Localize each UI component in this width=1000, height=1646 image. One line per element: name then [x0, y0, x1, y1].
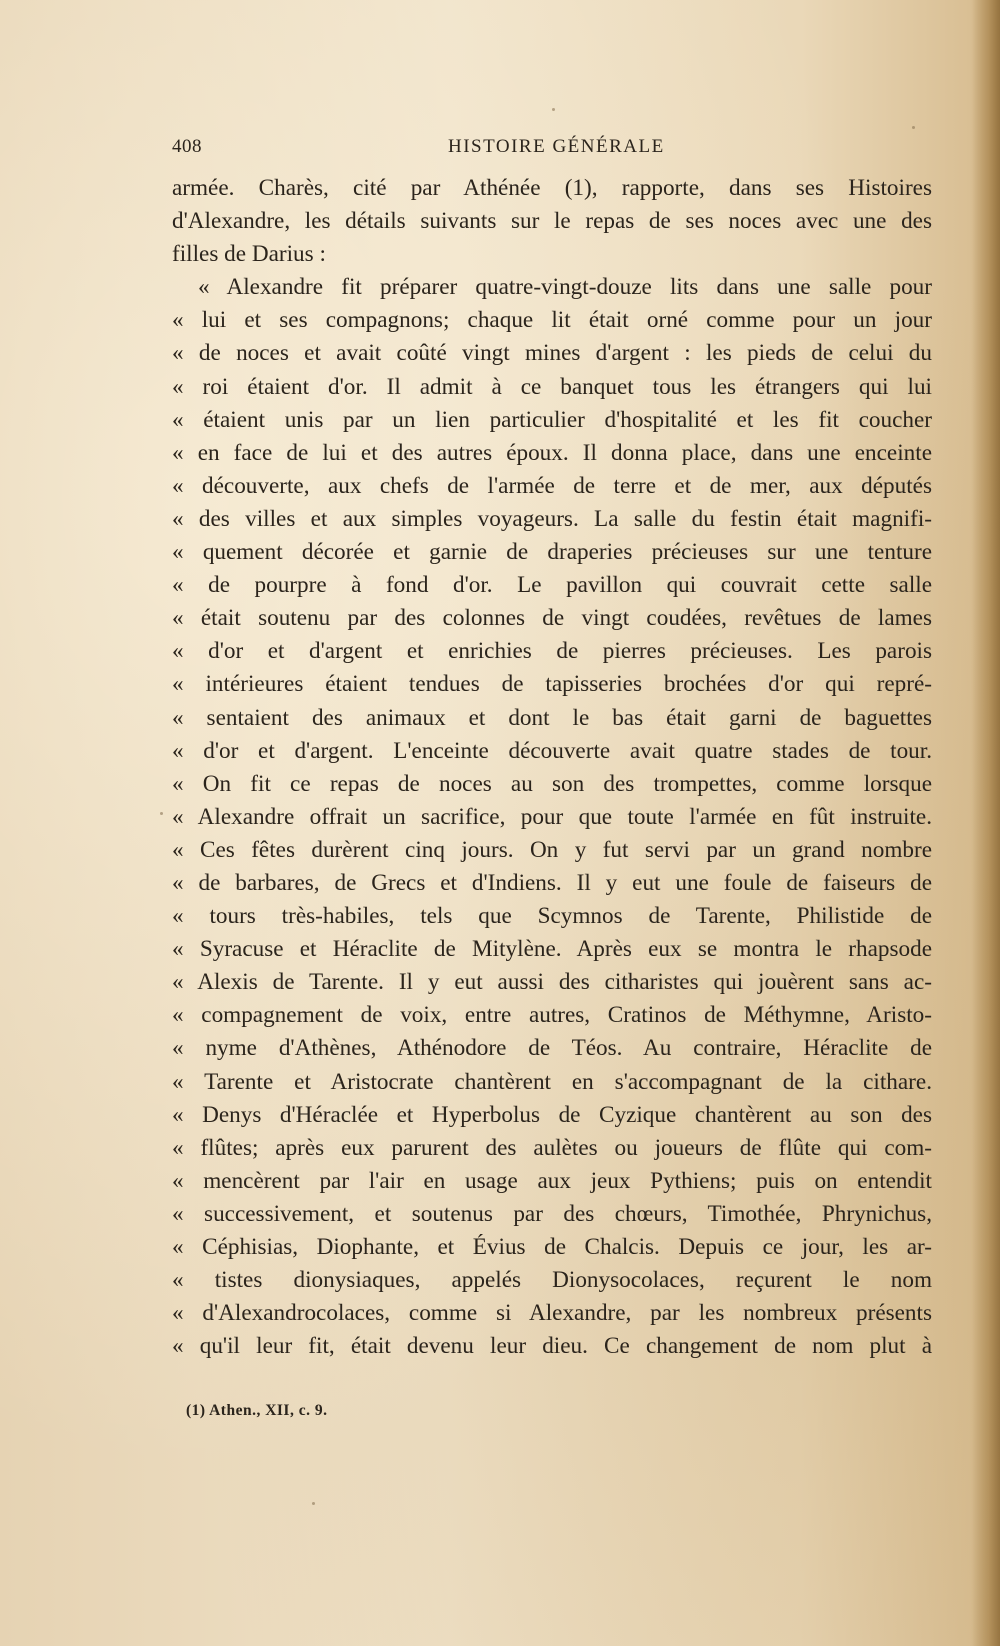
text-line: « en face de lui et des autres époux. Il donna place, dans une enceinte [172, 439, 932, 466]
text-line: « sentaient des animaux et dont le bas était garni de baguettes [172, 704, 932, 731]
text-line: « intérieures étaient tendues de tapisseries brochées d'or qui repré- [172, 671, 932, 698]
text-line: « Alexis de Tarente. Il y eut aussi des citharistes qui jouèrent sans ac- [172, 969, 932, 996]
text-line: « Alexandre offrait un sacrifice, pour que toute l'armée en fût instruite. [172, 803, 932, 830]
text-line: « qu'il leur fit, était devenu leur dieu. Ce changement de nom plut à [172, 1333, 932, 1360]
text-line: « était soutenu par des colonnes de vingt coudées, revêtues de lames [172, 605, 932, 632]
text-line: « des villes et aux simples voyageurs. La salle du festin était magnifi- [172, 505, 932, 532]
text-line: « étaient unis par un lien particulier d'hospitalité et les fit coucher [172, 406, 932, 433]
text-line: « Céphisias, Diophante, et Évius de Chalcis. Depuis ce jour, les ar- [172, 1234, 932, 1260]
running-head: HISTOIRE GÉNÉRALE [448, 136, 665, 157]
text-line: « quement décorée et garnie de draperies précieuses sur une tenture [172, 539, 932, 566]
text-line: « tistes dionysiaques, appelés Dionysocolaces, reçurent le nom [172, 1267, 932, 1294]
text-line: « de barbares, de Grecs et d'Indiens. Il y eut une foule de faiseurs de [172, 869, 932, 896]
text-line: « tours très-habiles, tels que Scymnos de Tarente, Philistide de [172, 903, 932, 930]
text-line: « successivement, et soutenus par des chœurs, Timothée, Phrynichus, [172, 1200, 932, 1227]
text-line: « flûtes; après eux parurent des aulètes ou joueurs de flûte qui com- [172, 1134, 932, 1161]
text-line: d'Alexandre, les détails suivants sur le repas de ses noces avec une des [172, 208, 932, 235]
text-line: « Alexandre fit préparer quatre-vingt-douze lits dans une salle pour [198, 274, 932, 301]
text-line: filles de Darius : [172, 241, 326, 268]
footnote: (1) Athen., XII, c. 9. [186, 1402, 328, 1419]
text-line: « d'or et d'argent et enrichies de pierres précieuses. Les parois [172, 638, 932, 665]
text-line: « de pourpre à fond d'or. Le pavillon qui couvrait cette salle [172, 572, 932, 599]
page-number: 408 [172, 136, 202, 157]
text-line: « On fit ce repas de noces au son des trompettes, comme lorsque [172, 770, 932, 797]
text-line: « roi étaient d'or. Il admit à ce banquet tous les étrangers qui lui [172, 373, 932, 400]
body-text [172, 172, 932, 1363]
paper-speck [912, 126, 915, 129]
text-line: « Ces fêtes durèrent cinq jours. On y fut servi par un grand nombre [172, 836, 932, 863]
paper-speck [552, 108, 555, 111]
text-line: « Tarente et Aristocrate chantèrent en s'accompagnant de la cithare. [172, 1068, 932, 1095]
text-line: « Syracuse et Héraclite de Mitylène. Après eux se montra le rhapsode [172, 936, 932, 963]
text-line: « mencèrent par l'air en usage aux jeux Pythiens; puis on entendit [172, 1167, 932, 1194]
paper-speck [160, 812, 163, 815]
text-line: « lui et ses compagnons; chaque lit était orné comme pour un jour [172, 307, 932, 334]
text-line: « Denys d'Héraclée et Hyperbolus de Cyzique chantèrent au son des [172, 1101, 932, 1128]
text-line: « découverte, aux chefs de l'armée de terre et de mer, aux députés [172, 472, 932, 499]
text-line: « compagnement de voix, entre autres, Cratinos de Méthymne, Aristo- [172, 1002, 932, 1029]
page-edge-shadow [972, 0, 1000, 1646]
text-line: « d'or et d'argent. L'enceinte découverte avait quatre stades de tour. [172, 737, 932, 764]
text-line: « d'Alexandrocolaces, comme si Alexandre, par les nombreux présents [172, 1300, 932, 1327]
text-line: « nyme d'Athènes, Athénodore de Téos. Au contraire, Héraclite de [172, 1035, 932, 1062]
paper-speck [312, 1502, 315, 1505]
page-header [172, 136, 932, 166]
text-line: armée. Charès, cité par Athénée (1), rapporte, dans ses Histoires [172, 175, 932, 201]
text-line: « de noces et avait coûté vingt mines d'argent : les pieds de celui du [172, 340, 932, 367]
